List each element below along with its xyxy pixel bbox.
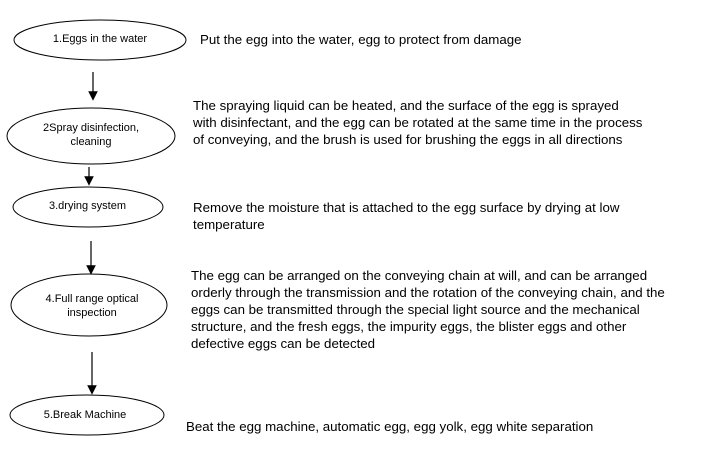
- step-2-label: [20, 121, 162, 149]
- step-2-label-line-2: cleaning: [70, 136, 112, 148]
- step-5-label: 5.Break Machine: [43, 409, 127, 421]
- step-5-description: Beat the egg machine, automatic egg, egg yolk, egg white separation: [186, 419, 594, 434]
- step-4-label-line-1: 4.Full range optical: [45, 293, 139, 305]
- step-2-label-line-1: 2Spray disinfection,: [43, 122, 139, 134]
- step-1-label: 1.Eggs in the water: [52, 33, 148, 45]
- step-3-description: Remove the moisture that is attached to the egg surface by drying at low temperature: [193, 200, 620, 232]
- step-4-description: The egg can be arranged on the conveying chain at will, and can be arranged orderly through the transmission and the rotation of the conveying chain, and the eggs can be transmitted through the special light source and the mechanical structure, and the fresh eggs, the impurity eggs, the blister eggs and other defective eggs can be detected: [191, 268, 665, 351]
- step-4-label-line-2: inspection: [67, 307, 117, 319]
- step-4-label: [22, 292, 162, 320]
- step-1-description: Put the egg into the water, egg to protect from damage: [200, 32, 522, 47]
- step-3-label: 3.drying system: [48, 200, 127, 212]
- step-2-description: The spraying liquid can be heated, and the surface of the egg is sprayed with disinfectant, and the egg can be rotated at the same time in the process of conveying, and the brush is used for brushing the eggs in all directions: [193, 98, 643, 147]
